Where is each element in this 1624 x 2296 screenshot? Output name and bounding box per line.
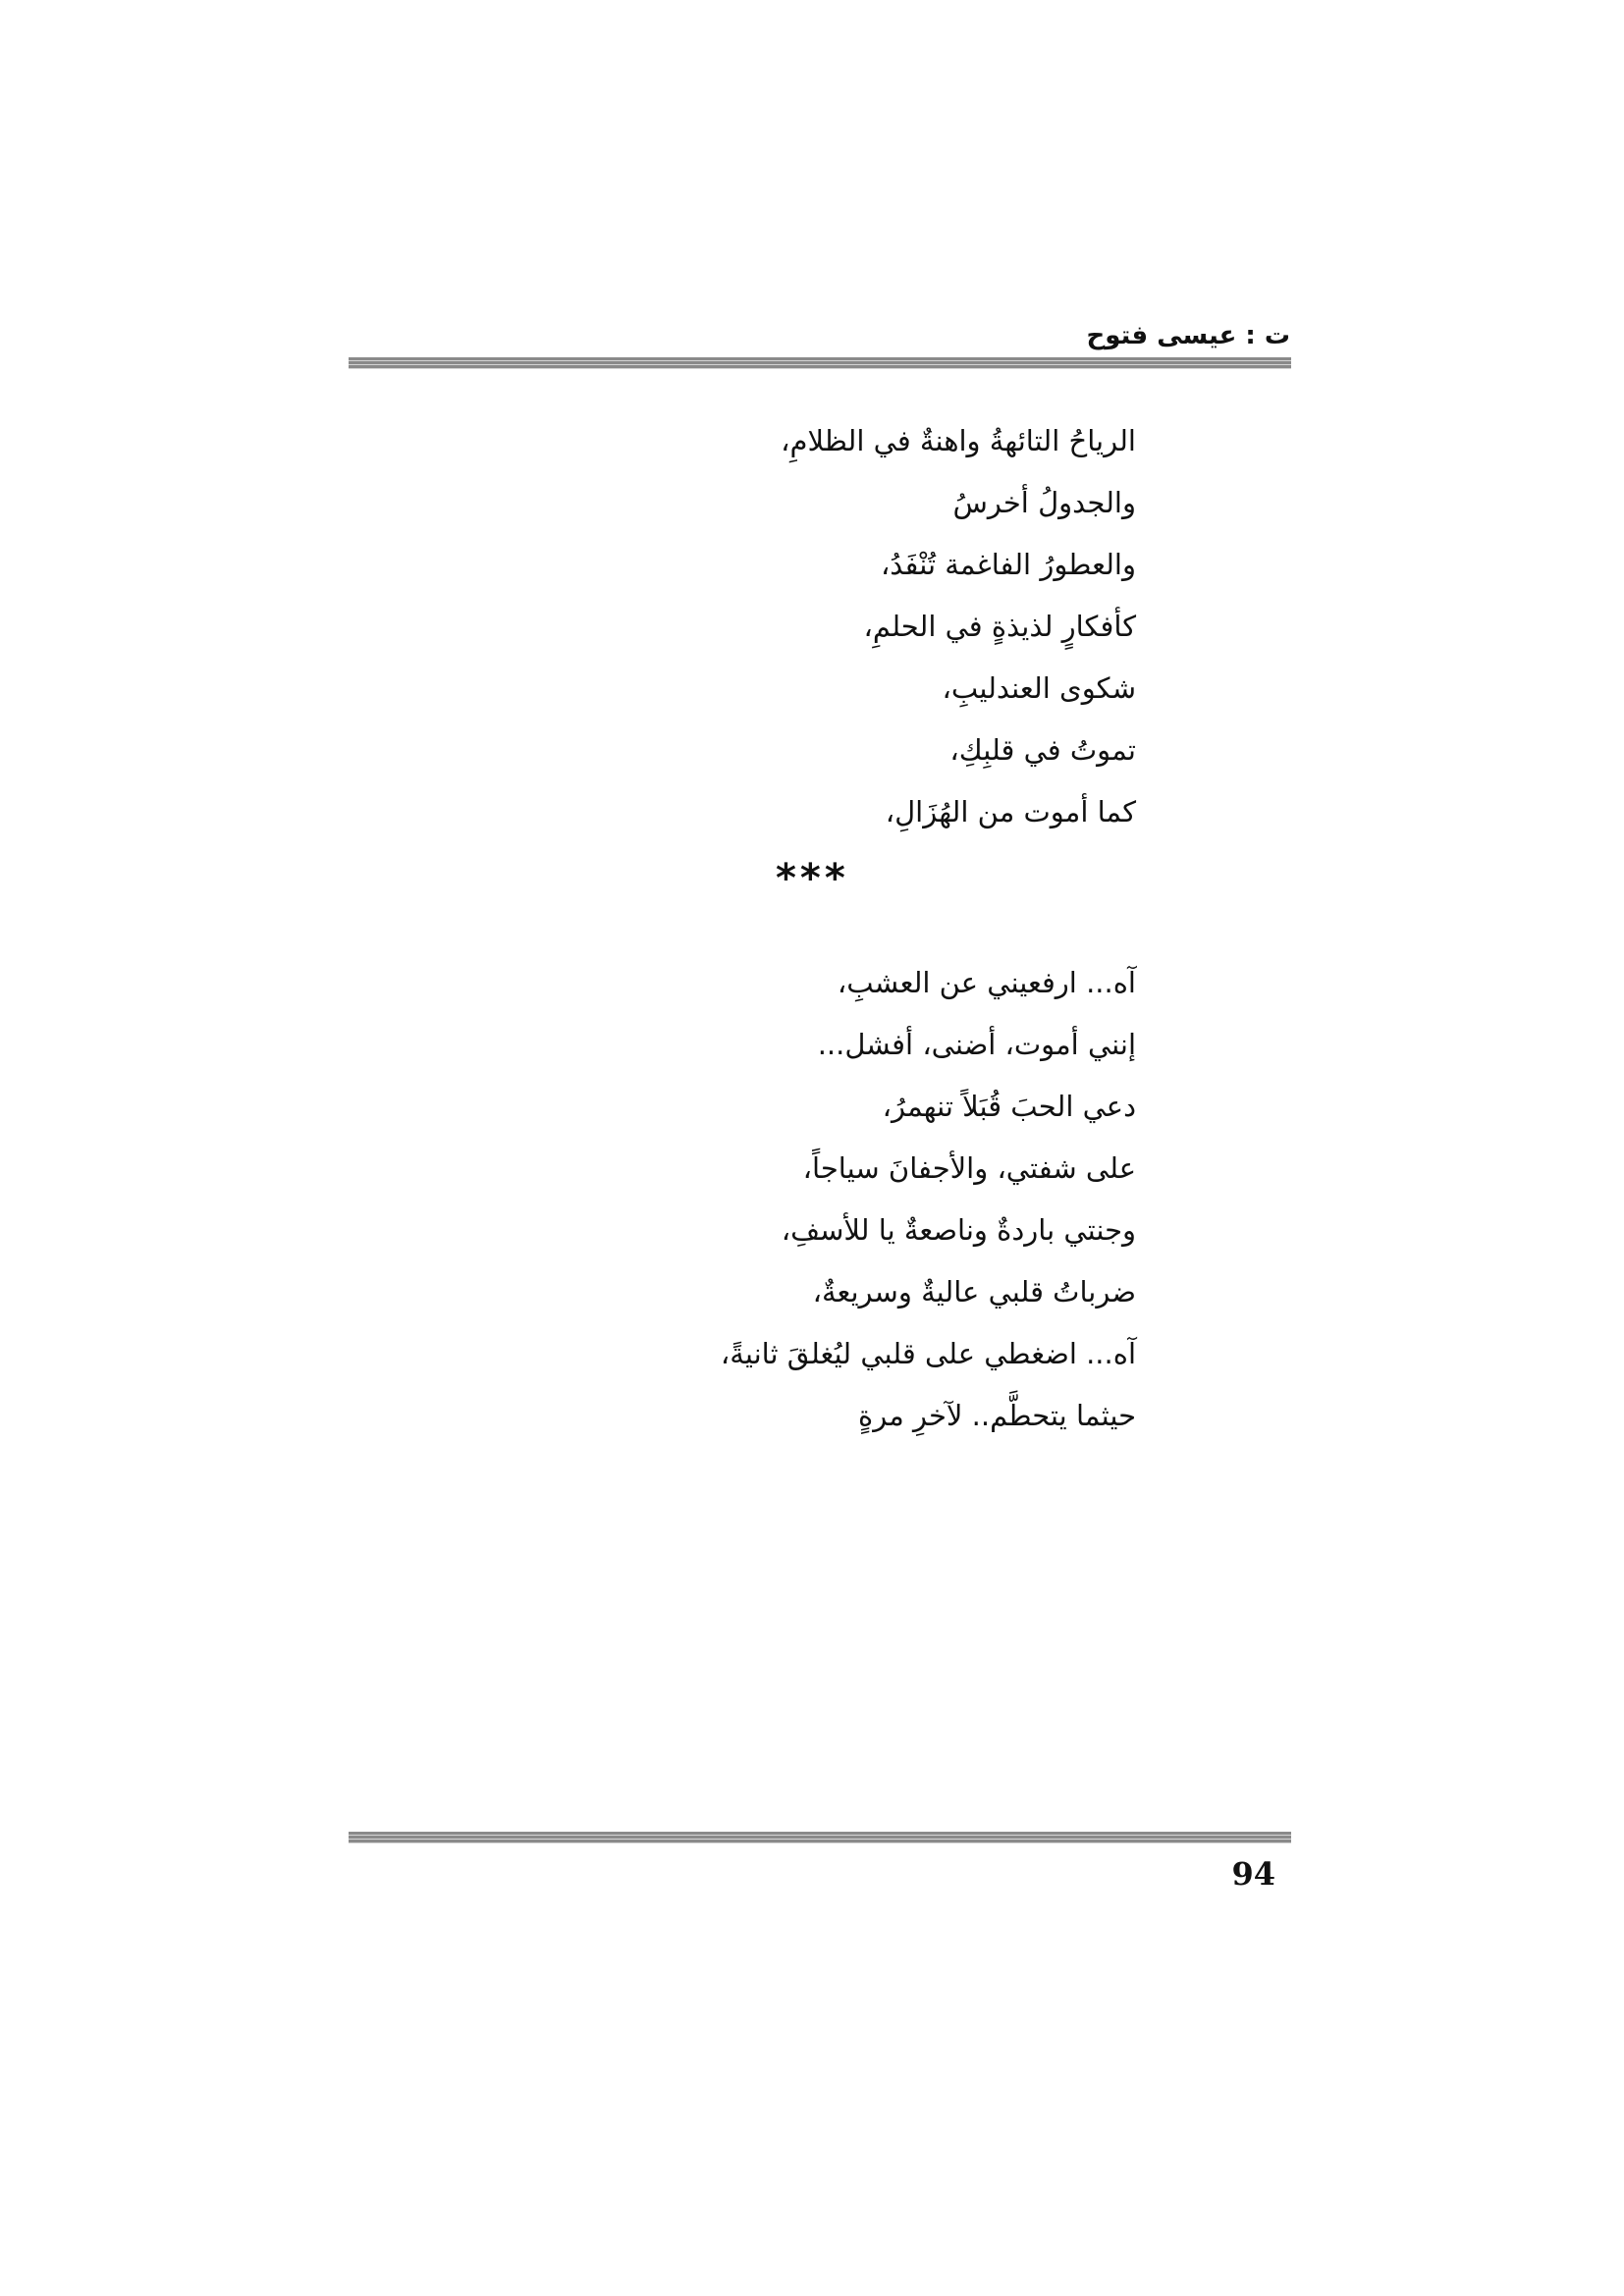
- poem-line: إنني أموت، أضنى، أفشل...: [817, 1028, 1136, 1061]
- stanza-1: [781, 410, 1136, 843]
- poem-line: دعي الحبَ قُبَلاً تنهمرُ،: [882, 1090, 1136, 1123]
- running-header: ت : عيسى فتوح: [1086, 321, 1290, 350]
- poem-line: آه... اضغطي على قلبي ليُغلقَ ثانيةً،: [720, 1337, 1136, 1370]
- poem-line: الرياحُ التائهةُ واهنةٌ في الظلامِ،: [781, 424, 1136, 457]
- poem-line: شكوى العندليبِ،: [942, 671, 1136, 705]
- page-number: 94: [1231, 1855, 1275, 1893]
- poem-line: على شفتي، والأجفانَ سياجاً،: [802, 1151, 1136, 1185]
- poem-line: وجنتي باردةٌ وناصعةٌ يا للأسفِ،: [781, 1213, 1136, 1247]
- poem-line: حيثما يتحطَّم.. لآخرِ مرةٍ: [858, 1399, 1136, 1432]
- poem-line: تموتُ في قلبِكِ،: [949, 733, 1136, 767]
- poem-line: كما أموت من الهُزَالِ،: [885, 795, 1136, 828]
- footer-rule: [349, 1832, 1291, 1843]
- poem-line: كأفكارٍ لذيذةٍ في الحلمِ،: [863, 610, 1136, 643]
- stanza-separator: ***: [776, 856, 849, 901]
- poem-line: ضرباتُ قلبي عاليةٌ وسريعةٌ،: [812, 1275, 1136, 1308]
- poem-line: والعطورُ الفاغمة تُنْفَدُ،: [880, 548, 1136, 581]
- header-rule: [349, 357, 1291, 369]
- poem-line: آه... ارفعيني عن العشبِ،: [837, 966, 1136, 999]
- poem-line: والجدولُ أخرسُ: [952, 486, 1136, 519]
- stanza-2: [721, 952, 1136, 1447]
